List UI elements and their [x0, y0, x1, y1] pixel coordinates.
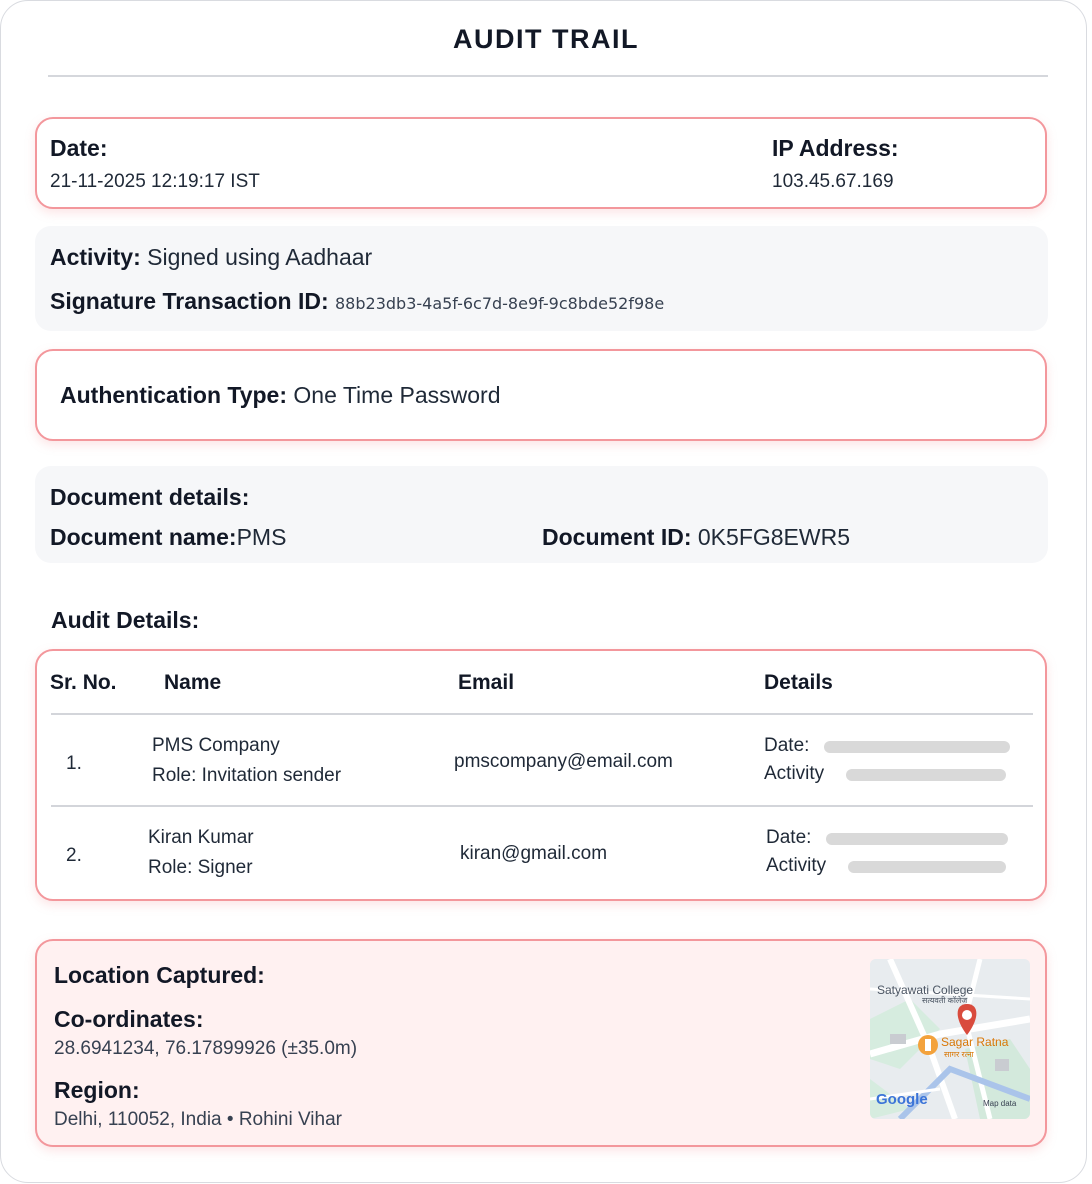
document-details-heading: Document details:: [50, 484, 250, 510]
authentication-card: [35, 349, 1047, 441]
activity-value-placeholder: [848, 861, 1006, 873]
title-divider: [48, 75, 1048, 77]
transaction-id-value: 88b23db3-4a5f-6c7d-8e9f-9c8bde52f98e: [335, 294, 665, 313]
ip-label: IP Address:: [772, 135, 899, 161]
auth-row: [60, 382, 501, 409]
date-ip-card: [35, 117, 1047, 209]
coordinates-label: Co-ordinates:: [54, 1006, 204, 1032]
row-name: Kiran Kumar: [148, 827, 254, 848]
row-activity-label: Activity: [766, 855, 827, 876]
column-header-details: Details: [764, 671, 833, 694]
activity-label: Activity:: [50, 244, 141, 270]
map-place-label: Satyawati College: [877, 983, 974, 997]
row-sr: 1.: [66, 753, 82, 774]
activity-card: [35, 226, 1048, 331]
row-activity-label: Activity: [764, 763, 825, 784]
date-value-placeholder: [824, 741, 1010, 753]
header-divider: [51, 713, 1033, 715]
document-name-label: Document name:: [50, 524, 237, 550]
google-logo: Google: [876, 1091, 928, 1108]
row-role: Role: Signer: [148, 857, 253, 878]
audit-table: [35, 649, 1047, 901]
row-date-label: Date:: [764, 735, 810, 756]
column-header-name: Name: [164, 671, 222, 694]
date-value-placeholder: [826, 833, 1008, 845]
page-title: AUDIT TRAIL: [453, 24, 639, 54]
row-email: pmscompany@email.com: [454, 751, 673, 772]
ip-value: 103.45.67.169: [772, 171, 894, 192]
map-restaurant-label: Sagar Ratna: [941, 1035, 1009, 1049]
date-label: Date:: [50, 135, 108, 161]
audit-details-heading: Audit Details:: [51, 607, 200, 633]
column-header-sr: Sr. No.: [50, 671, 117, 694]
auth-type-value: One Time Password: [293, 382, 501, 408]
document-id-row: [542, 524, 850, 551]
row-role: Role: Invitation sender: [152, 765, 342, 786]
auth-type-label: Authentication Type:: [60, 382, 288, 408]
region-label: Region:: [54, 1077, 140, 1103]
map-place-local-label: सत्यवती कॉलेज: [922, 996, 968, 1005]
document-name-row: [50, 524, 286, 551]
row-email: kiran@gmail.com: [460, 843, 608, 864]
transaction-row: [50, 288, 664, 315]
location-map[interactable]: [870, 959, 1030, 1119]
document-details-card: [35, 466, 1048, 563]
activity-value-placeholder: [846, 769, 1006, 781]
map-credit: Map data: [983, 1099, 1017, 1108]
date-value: 21-11-2025 12:19:17 IST: [50, 171, 260, 192]
document-id-value: 0K5FG8EWR5: [697, 524, 850, 550]
location-heading: Location Captured:: [54, 962, 265, 988]
activity-row: [50, 244, 372, 271]
coordinates-value: 28.6941234, 76.17899926 (±35.0m): [54, 1038, 358, 1059]
region-value: Delhi, 110052, India • Rohini Vihar: [54, 1109, 342, 1130]
transaction-id-label: Signature Transaction ID:: [50, 288, 329, 314]
document-id-label: Document ID:: [542, 524, 692, 550]
row-divider: [51, 805, 1033, 807]
row-name: PMS Company: [152, 735, 280, 756]
row-date-label: Date:: [766, 827, 812, 848]
column-header-email: Email: [458, 671, 515, 694]
document-name-value: PMS: [236, 524, 287, 550]
activity-value: Signed using Aadhaar: [147, 244, 373, 270]
map-restaurant-local-label: सागर रत्ना: [944, 1050, 974, 1059]
location-card: [35, 939, 1047, 1147]
row-sr: 2.: [66, 845, 82, 866]
